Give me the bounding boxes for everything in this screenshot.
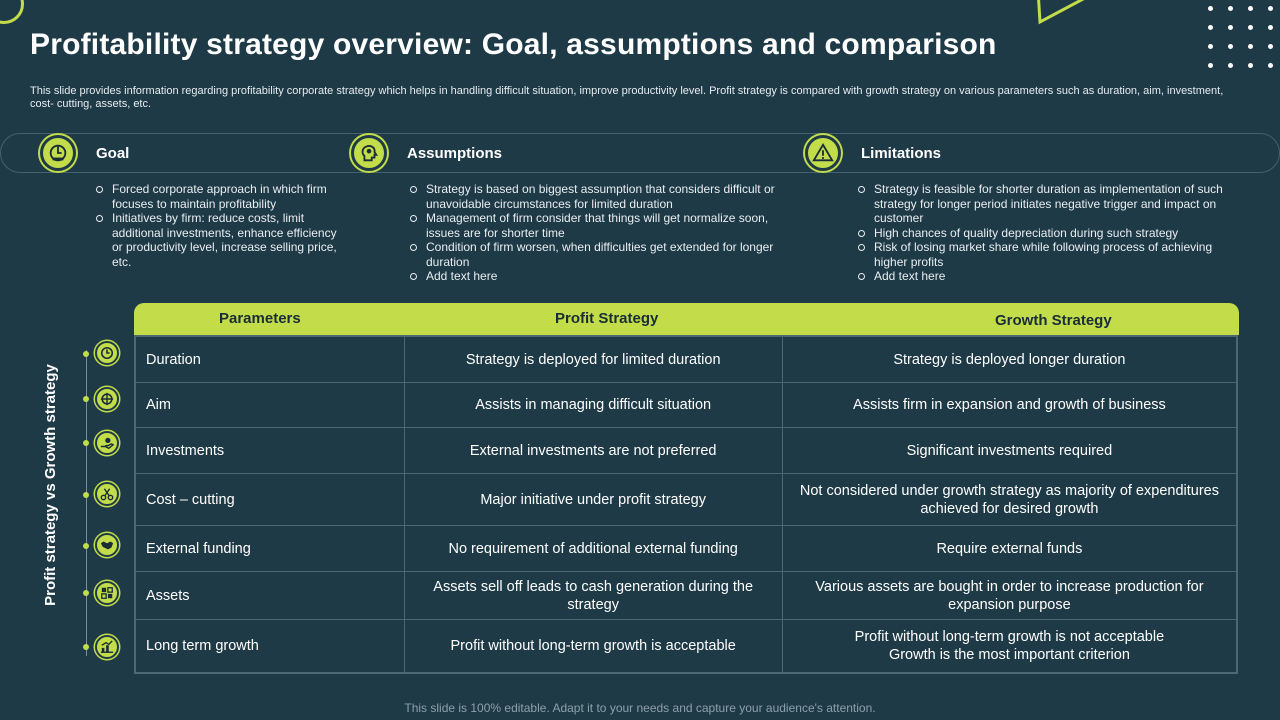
list-item: Strategy is based on biggest assumption that considers difficult or unavoidable circumstances for limited duration: [408, 182, 793, 211]
table-row: [136, 337, 1236, 383]
scissors-icon: [95, 482, 119, 506]
limitations-bullet-list: [856, 182, 1236, 284]
table-cell-parameter: Long term growth: [136, 620, 405, 672]
column-header-profit-strategy: Profit Strategy: [555, 310, 659, 327]
timeline-dot: [83, 590, 89, 596]
list-item: Risk of losing market share while following process of achieving higher profits: [856, 240, 1236, 269]
crosshair-icon: [95, 387, 119, 411]
table-row: [136, 526, 1236, 572]
table-cell-parameter: External funding: [136, 526, 405, 571]
timeline-dot: [83, 396, 89, 402]
target-icon: [40, 135, 76, 171]
assets-icon: [95, 581, 119, 605]
list-item: Add text here: [856, 269, 1236, 284]
list-item: Management of firm consider that things will get normalize soon, issues are for shorter time: [408, 211, 793, 240]
assumptions-bullet-list: [408, 182, 793, 284]
table-cell-growth: Profit without long-term growth is not acceptable Growth is the most important criterion: [854, 629, 1165, 663]
column-header-growth-strategy: Growth Strategy: [995, 312, 1112, 329]
page-subtitle: This slide provides information regarding profitability corporate strategy which helps in handling difficult situation, improve productivity level. Profit strategy is compared with growth strategy on various parameters such as duration, aim, investment, cost- cutting, assets, etc.: [30, 85, 1224, 110]
decorative-triangle: [1030, 0, 1110, 30]
side-vertical-label: Profit strategy vs Growth strategy: [42, 364, 59, 606]
table-cell-profit: External investments are not preferred: [405, 428, 783, 473]
table-cell-profit: Assists in managing difficult situation: [405, 383, 783, 427]
table-cell-growth: Strategy is deployed longer duration: [893, 351, 1126, 368]
goal-label: Goal: [96, 144, 130, 162]
footer-note: This slide is 100% editable. Adapt it to your needs and capture your audience's attention.: [404, 701, 876, 715]
timeline-dot: [83, 351, 89, 357]
table-cell-profit: Profit without long-term growth is acceptable: [405, 620, 783, 672]
table-cell-parameter: Cost – cutting: [136, 474, 405, 525]
table-cell-growth: Not considered under growth strategy as majority of expenditures achieved for desired growth: [799, 482, 1219, 517]
warning-icon: [805, 135, 841, 171]
goal-section-header: [40, 135, 129, 171]
table-cell-profit: Assets sell off leads to cash generation during the strategy: [405, 572, 783, 619]
table-row: [136, 620, 1236, 672]
money-hand-icon: [95, 431, 119, 455]
timeline-dot: [83, 440, 89, 446]
table-cell-parameter: Duration: [136, 337, 405, 382]
assumptions-label: Assumptions: [407, 144, 503, 162]
section-header-band: [0, 133, 1280, 173]
table-cell-parameter: Investments: [136, 428, 405, 473]
table-row: [136, 572, 1236, 620]
goal-bullet-list: [94, 182, 339, 269]
table-cell-growth: Assists firm in expansion and growth of business: [853, 397, 1166, 413]
list-item: Forced corporate approach in which firm focuses to maintain profitability: [94, 182, 339, 211]
limitations-label: Limitations: [861, 144, 942, 162]
table-cell-parameter: Aim: [136, 383, 405, 427]
decorative-dot-grid: [1208, 6, 1276, 68]
table-cell-growth: Require external funds: [936, 540, 1083, 557]
table-cell-profit: No requirement of additional external funding: [405, 526, 783, 571]
timeline-dot: [83, 543, 89, 549]
timeline-dot: [83, 492, 89, 498]
list-item: Condition of firm worsen, when difficulties get extended for longer duration: [408, 240, 793, 269]
list-item: Add text here: [408, 269, 793, 284]
handshake-icon: [95, 533, 119, 557]
list-item: Initiatives by firm: reduce costs, limit additional investments, enhance efficiency or productivity level, increase selling price, etc.: [94, 211, 339, 269]
table-row: [136, 474, 1236, 526]
decorative-circle: [0, 0, 24, 24]
comparison-table-header: [134, 303, 1239, 335]
growth-chart-icon: [95, 635, 119, 659]
timeline-dot: [83, 644, 89, 650]
table-cell-parameter: Assets: [136, 572, 405, 619]
table-cell-growth: Various assets are bought in order to increase production for expansion purpose: [815, 578, 1204, 613]
table-row: [136, 383, 1236, 428]
comparison-table: [134, 335, 1238, 674]
column-header-parameters: Parameters: [219, 310, 301, 327]
table-cell-profit: Major initiative under profit strategy: [405, 474, 783, 525]
list-item: High chances of quality depreciation during such strategy: [856, 226, 1236, 241]
table-row: [136, 428, 1236, 474]
assumptions-section-header: [351, 135, 502, 171]
page-title: Profitability strategy overview: Goal, assumptions and comparison: [30, 28, 997, 61]
limitations-section-header: [805, 135, 941, 171]
table-cell-profit: Strategy is deployed for limited duration: [405, 337, 783, 382]
brain-head-icon: [351, 135, 387, 171]
clock-icon: [95, 341, 119, 365]
table-cell-growth: Significant investments required: [906, 442, 1113, 459]
list-item: Strategy is feasible for shorter duration as implementation of such strategy for longer period initiates negative trigger and impact on customer: [856, 182, 1236, 226]
